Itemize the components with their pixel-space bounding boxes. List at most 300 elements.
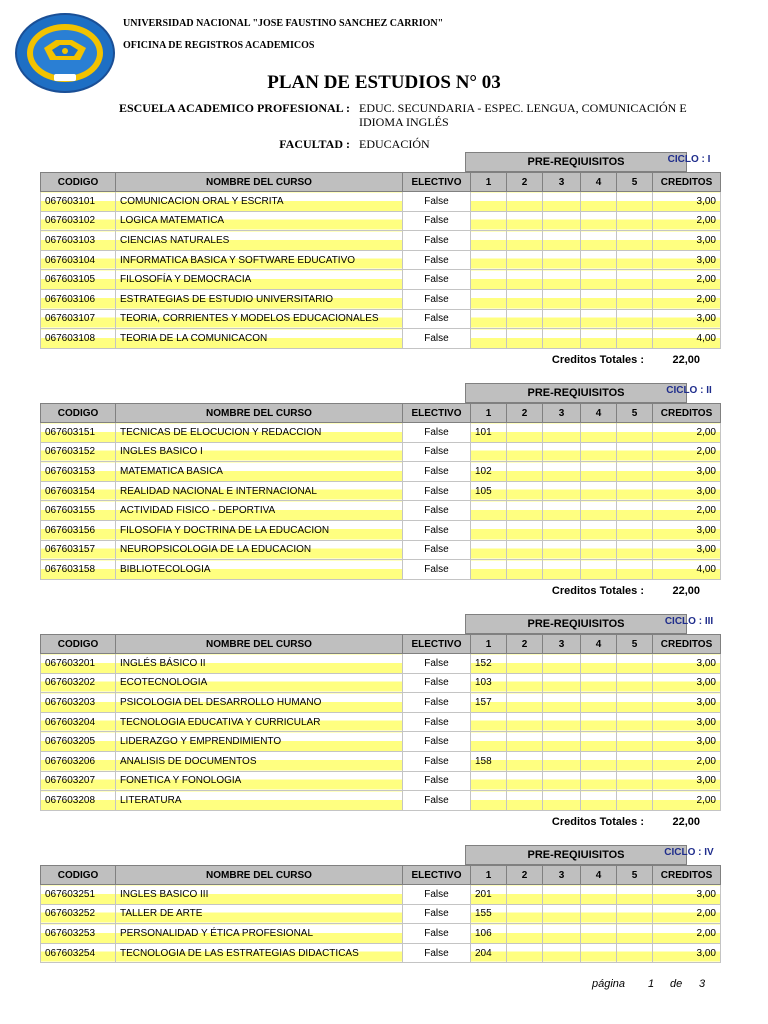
course-prereq-2 xyxy=(507,442,543,462)
course-prereq-5 xyxy=(617,442,653,462)
course-prereq-5 xyxy=(617,924,653,944)
course-name: REALIDAD NACIONAL E INTERNACIONAL xyxy=(116,481,403,501)
course-prereq-1 xyxy=(471,250,507,270)
course-prereq-5 xyxy=(617,751,653,771)
column-header-elective: ELECTIVO xyxy=(403,866,471,885)
course-prereq-4 xyxy=(581,329,617,349)
column-header-p4: 4 xyxy=(581,404,617,423)
course-prereq-3 xyxy=(543,654,581,674)
cycle-label: CICLO : II xyxy=(666,385,712,396)
course-prereq-4 xyxy=(581,442,617,462)
course-prereq-2 xyxy=(507,462,543,482)
course-name: TEORIA DE LA COMUNICACON xyxy=(116,329,403,349)
course-credits: 2,00 xyxy=(653,501,721,521)
faculty-label: FACULTAD : xyxy=(279,137,350,151)
credits-total-value: 22,00 xyxy=(672,815,700,828)
course-credits: 3,00 xyxy=(653,520,721,540)
course-prereq-5 xyxy=(617,791,653,811)
table-row xyxy=(41,270,721,290)
course-prereq-1 xyxy=(471,309,507,329)
course-prereq-1: 102 xyxy=(471,462,507,482)
course-credits: 3,00 xyxy=(653,540,721,560)
school-value: EDUC. SECUNDARIA - ESPEC. LENGUA, COMUNICACIÓN E IDIOMA INGLÉS xyxy=(359,101,687,129)
course-credits: 2,00 xyxy=(653,289,721,309)
column-header-p5: 5 xyxy=(617,866,653,885)
column-header-p2: 2 xyxy=(507,635,543,654)
course-code: 067603155 xyxy=(41,501,116,521)
course-prereq-3 xyxy=(543,423,581,443)
course-prereq-2 xyxy=(507,231,543,251)
course-credits: 2,00 xyxy=(653,211,721,231)
course-credits: 3,00 xyxy=(653,673,721,693)
column-header-p3: 3 xyxy=(543,404,581,423)
course-name: TALLER DE ARTE xyxy=(116,904,403,924)
course-prereq-1 xyxy=(471,442,507,462)
course-prereq-4 xyxy=(581,885,617,905)
cycle-section xyxy=(40,383,720,603)
course-prereq-4 xyxy=(581,481,617,501)
table-row xyxy=(41,885,721,905)
column-header-p2: 2 xyxy=(507,173,543,192)
course-prereq-4 xyxy=(581,904,617,924)
course-elective: False xyxy=(403,423,471,443)
course-prereq-4 xyxy=(581,673,617,693)
course-prereq-1 xyxy=(471,540,507,560)
course-elective: False xyxy=(403,270,471,290)
course-credits: 2,00 xyxy=(653,751,721,771)
course-prereq-1: 103 xyxy=(471,673,507,693)
course-credits: 3,00 xyxy=(653,250,721,270)
course-prereq-1: 155 xyxy=(471,904,507,924)
course-elective: False xyxy=(403,693,471,713)
course-elective: False xyxy=(403,462,471,482)
course-prereq-2 xyxy=(507,732,543,752)
faculty-value: EDUCACIÓN xyxy=(359,137,430,151)
course-table xyxy=(40,172,721,349)
column-header-p5: 5 xyxy=(617,404,653,423)
course-prereq-3 xyxy=(543,520,581,540)
credits-total-label: Creditos Totales : xyxy=(551,353,644,366)
course-prereq-1 xyxy=(471,192,507,212)
course-code: 067603105 xyxy=(41,270,116,290)
column-header-elective: ELECTIVO xyxy=(403,404,471,423)
course-prereq-2 xyxy=(507,904,543,924)
course-name: COMUNICACION ORAL Y ESCRITA xyxy=(116,192,403,212)
course-credits: 3,00 xyxy=(653,943,721,963)
course-prereq-2 xyxy=(507,329,543,349)
table-row xyxy=(41,481,721,501)
course-code: 067603206 xyxy=(41,751,116,771)
course-prereq-1 xyxy=(471,712,507,732)
course-elective: False xyxy=(403,943,471,963)
table-row xyxy=(41,462,721,482)
footer-total-pages: 3 xyxy=(699,978,706,990)
course-prereq-4 xyxy=(581,560,617,580)
table-row xyxy=(41,501,721,521)
course-credits: 3,00 xyxy=(653,732,721,752)
course-prereq-2 xyxy=(507,771,543,791)
course-table xyxy=(40,403,721,580)
table-row xyxy=(41,423,721,443)
course-prereq-3 xyxy=(543,442,581,462)
course-credits: 3,00 xyxy=(653,885,721,905)
course-elective: False xyxy=(403,501,471,521)
course-elective: False xyxy=(403,654,471,674)
course-prereq-4 xyxy=(581,771,617,791)
course-code: 067603153 xyxy=(41,462,116,482)
table-row xyxy=(41,211,721,231)
course-name: INGLES BASICO I xyxy=(116,442,403,462)
course-prereq-5 xyxy=(617,943,653,963)
course-prereq-4 xyxy=(581,712,617,732)
column-header-p4: 4 xyxy=(581,866,617,885)
course-prereq-1 xyxy=(471,771,507,791)
course-prereq-3 xyxy=(543,693,581,713)
course-code: 067603202 xyxy=(41,673,116,693)
course-prereq-4 xyxy=(581,231,617,251)
course-elective: False xyxy=(403,250,471,270)
course-prereq-3 xyxy=(543,771,581,791)
table-header-row xyxy=(41,635,721,654)
course-prereq-3 xyxy=(543,192,581,212)
course-credits: 2,00 xyxy=(653,904,721,924)
course-prereq-4 xyxy=(581,501,617,521)
column-header-name: NOMBRE DEL CURSO xyxy=(116,866,403,885)
cycle-section xyxy=(40,845,720,1024)
course-prereq-2 xyxy=(507,751,543,771)
course-prereq-3 xyxy=(543,501,581,521)
column-header-name: NOMBRE DEL CURSO xyxy=(116,404,403,423)
course-prereq-3 xyxy=(543,673,581,693)
course-prereq-1 xyxy=(471,732,507,752)
course-prereq-1 xyxy=(471,231,507,251)
course-elective: False xyxy=(403,673,471,693)
column-header-p1: 1 xyxy=(471,173,507,192)
course-prereq-1: 201 xyxy=(471,885,507,905)
course-prereq-4 xyxy=(581,693,617,713)
course-credits: 3,00 xyxy=(653,192,721,212)
course-code: 067603208 xyxy=(41,791,116,811)
course-credits: 3,00 xyxy=(653,481,721,501)
course-prereq-2 xyxy=(507,520,543,540)
course-elective: False xyxy=(403,924,471,944)
course-prereq-3 xyxy=(543,270,581,290)
course-prereq-5 xyxy=(617,309,653,329)
course-elective: False xyxy=(403,712,471,732)
course-prereq-4 xyxy=(581,462,617,482)
course-credits: 3,00 xyxy=(653,462,721,482)
course-prereq-5 xyxy=(617,520,653,540)
course-prereq-5 xyxy=(617,904,653,924)
course-prereq-2 xyxy=(507,423,543,443)
course-name: FONETICA Y FONOLOGIA xyxy=(116,771,403,791)
course-code: 067603107 xyxy=(41,309,116,329)
course-credits: 3,00 xyxy=(653,712,721,732)
course-prereq-5 xyxy=(617,540,653,560)
prereq-header: PRE-REQIUISITOS xyxy=(465,152,687,172)
column-header-elective: ELECTIVO xyxy=(403,635,471,654)
table-row xyxy=(41,791,721,811)
course-prereq-1: 101 xyxy=(471,423,507,443)
course-table xyxy=(40,634,721,811)
cycle-label: CICLO : IV xyxy=(664,847,714,858)
course-prereq-4 xyxy=(581,520,617,540)
course-name: FILOSOFÍA Y DEMOCRACIA xyxy=(116,270,403,290)
course-name: ANALISIS DE DOCUMENTOS xyxy=(116,751,403,771)
course-name: LITERATURA xyxy=(116,791,403,811)
course-elective: False xyxy=(403,289,471,309)
column-header-p2: 2 xyxy=(507,404,543,423)
course-elective: False xyxy=(403,329,471,349)
table-row xyxy=(41,673,721,693)
course-elective: False xyxy=(403,885,471,905)
course-code: 067603157 xyxy=(41,540,116,560)
course-elective: False xyxy=(403,481,471,501)
prereq-header: PRE-REQIUISITOS xyxy=(465,383,687,403)
credits-total-value: 22,00 xyxy=(672,584,700,597)
column-header-code: CODIGO xyxy=(41,866,116,885)
course-table xyxy=(40,865,721,963)
course-prereq-4 xyxy=(581,654,617,674)
course-code: 067603254 xyxy=(41,943,116,963)
course-name: ESTRATEGIAS DE ESTUDIO UNIVERSITARIO xyxy=(116,289,403,309)
course-prereq-2 xyxy=(507,250,543,270)
table-header-row xyxy=(41,866,721,885)
column-header-credits: CREDITOS xyxy=(653,173,721,192)
course-prereq-3 xyxy=(543,540,581,560)
course-credits: 2,00 xyxy=(653,791,721,811)
course-code: 067603204 xyxy=(41,712,116,732)
course-credits: 2,00 xyxy=(653,442,721,462)
column-header-credits: CREDITOS xyxy=(653,635,721,654)
course-prereq-4 xyxy=(581,751,617,771)
course-prereq-4 xyxy=(581,270,617,290)
course-prereq-5 xyxy=(617,423,653,443)
course-prereq-2 xyxy=(507,712,543,732)
table-row xyxy=(41,520,721,540)
course-credits: 2,00 xyxy=(653,924,721,944)
course-prereq-1: 204 xyxy=(471,943,507,963)
course-credits: 2,00 xyxy=(653,423,721,443)
column-header-credits: CREDITOS xyxy=(653,866,721,885)
course-name: MATEMATICA BASICA xyxy=(116,462,403,482)
course-prereq-3 xyxy=(543,904,581,924)
course-name: NEUROPSICOLOGIA DE LA EDUCACION xyxy=(116,540,403,560)
course-prereq-3 xyxy=(543,309,581,329)
course-prereq-1 xyxy=(471,501,507,521)
course-prereq-2 xyxy=(507,924,543,944)
course-code: 067603104 xyxy=(41,250,116,270)
column-header-name: NOMBRE DEL CURSO xyxy=(116,173,403,192)
course-prereq-1 xyxy=(471,211,507,231)
course-prereq-5 xyxy=(617,673,653,693)
course-name: BIBLIOTECOLOGIA xyxy=(116,560,403,580)
course-prereq-3 xyxy=(543,250,581,270)
course-prereq-4 xyxy=(581,192,617,212)
cycle-label: CICLO : I xyxy=(667,154,711,165)
course-prereq-5 xyxy=(617,481,653,501)
cycle-section xyxy=(40,614,720,834)
course-name: INGLÉS BÁSICO II xyxy=(116,654,403,674)
column-header-name: NOMBRE DEL CURSO xyxy=(116,635,403,654)
course-prereq-2 xyxy=(507,192,543,212)
course-prereq-3 xyxy=(543,231,581,251)
course-prereq-1: 105 xyxy=(471,481,507,501)
course-prereq-2 xyxy=(507,943,543,963)
course-prereq-1 xyxy=(471,329,507,349)
course-prereq-3 xyxy=(543,791,581,811)
table-row xyxy=(41,924,721,944)
course-prereq-4 xyxy=(581,791,617,811)
table-row xyxy=(41,732,721,752)
course-elective: False xyxy=(403,904,471,924)
course-prereq-1: 152 xyxy=(471,654,507,674)
course-credits: 3,00 xyxy=(653,231,721,251)
course-prereq-2 xyxy=(507,560,543,580)
prereq-header: PRE-REQIUISITOS xyxy=(465,845,687,865)
course-prereq-2 xyxy=(507,270,543,290)
table-row xyxy=(41,904,721,924)
table-row xyxy=(41,250,721,270)
column-header-p1: 1 xyxy=(471,404,507,423)
course-elective: False xyxy=(403,309,471,329)
table-header-row xyxy=(41,173,721,192)
course-code: 067603203 xyxy=(41,693,116,713)
cycle-section xyxy=(40,152,720,372)
course-prereq-5 xyxy=(617,693,653,713)
column-header-p2: 2 xyxy=(507,866,543,885)
course-prereq-3 xyxy=(543,943,581,963)
column-header-credits: CREDITOS xyxy=(653,404,721,423)
course-credits: 2,00 xyxy=(653,270,721,290)
table-row xyxy=(41,540,721,560)
course-prereq-5 xyxy=(617,654,653,674)
course-name: PSICOLOGIA DEL DESARROLLO HUMANO xyxy=(116,693,403,713)
table-row xyxy=(41,329,721,349)
course-code: 067603151 xyxy=(41,423,116,443)
course-code: 067603156 xyxy=(41,520,116,540)
column-header-p1: 1 xyxy=(471,635,507,654)
column-header-p3: 3 xyxy=(543,173,581,192)
course-code: 067603158 xyxy=(41,560,116,580)
course-prereq-5 xyxy=(617,329,653,349)
course-name: LIDERAZGO Y EMPRENDIMIENTO xyxy=(116,732,403,752)
course-code: 067603106 xyxy=(41,289,116,309)
course-name: CIENCIAS NATURALES xyxy=(116,231,403,251)
course-credits: 3,00 xyxy=(653,693,721,713)
document-title: PLAN DE ESTUDIOS N° 03 xyxy=(267,72,501,93)
course-prereq-3 xyxy=(543,732,581,752)
course-elective: False xyxy=(403,791,471,811)
table-row xyxy=(41,654,721,674)
course-elective: False xyxy=(403,520,471,540)
course-prereq-4 xyxy=(581,211,617,231)
course-prereq-4 xyxy=(581,309,617,329)
course-prereq-1 xyxy=(471,560,507,580)
course-code: 067603102 xyxy=(41,211,116,231)
course-elective: False xyxy=(403,192,471,212)
course-code: 067603253 xyxy=(41,924,116,944)
course-prereq-1: 157 xyxy=(471,693,507,713)
course-elective: False xyxy=(403,732,471,752)
course-prereq-2 xyxy=(507,501,543,521)
course-name: TECNOLOGIA EDUCATIVA Y CURRICULAR xyxy=(116,712,403,732)
table-row xyxy=(41,943,721,963)
column-header-p5: 5 xyxy=(617,635,653,654)
prereq-header: PRE-REQIUISITOS xyxy=(465,614,687,634)
column-header-p4: 4 xyxy=(581,173,617,192)
course-elective: False xyxy=(403,560,471,580)
footer-page-number: 1 xyxy=(648,978,655,990)
column-header-p3: 3 xyxy=(543,635,581,654)
course-code: 067603251 xyxy=(41,885,116,905)
course-code: 067603101 xyxy=(41,192,116,212)
table-header-row xyxy=(41,404,721,423)
course-name: PERSONALIDAD Y ÉTICA PROFESIONAL xyxy=(116,924,403,944)
column-header-p4: 4 xyxy=(581,635,617,654)
course-prereq-4 xyxy=(581,924,617,944)
course-prereq-3 xyxy=(543,712,581,732)
course-prereq-5 xyxy=(617,732,653,752)
course-prereq-4 xyxy=(581,289,617,309)
course-prereq-4 xyxy=(581,423,617,443)
course-prereq-5 xyxy=(617,501,653,521)
course-prereq-5 xyxy=(617,250,653,270)
course-prereq-5 xyxy=(617,192,653,212)
course-prereq-2 xyxy=(507,673,543,693)
column-header-code: CODIGO xyxy=(41,635,116,654)
cycle-label: CICLO : III xyxy=(664,616,714,627)
course-prereq-4 xyxy=(581,250,617,270)
column-header-code: CODIGO xyxy=(41,404,116,423)
course-prereq-3 xyxy=(543,885,581,905)
credits-total-label: Creditos Totales : xyxy=(551,584,644,597)
table-row xyxy=(41,560,721,580)
course-prereq-2 xyxy=(507,309,543,329)
course-prereq-2 xyxy=(507,885,543,905)
footer-of-word: de xyxy=(670,978,683,990)
table-row xyxy=(41,751,721,771)
course-prereq-5 xyxy=(617,231,653,251)
course-prereq-3 xyxy=(543,560,581,580)
course-name: INGLES BASICO III xyxy=(116,885,403,905)
course-prereq-3 xyxy=(543,924,581,944)
course-code: 067603108 xyxy=(41,329,116,349)
course-prereq-2 xyxy=(507,540,543,560)
course-prereq-1 xyxy=(471,791,507,811)
school-label: ESCUELA ACADEMICO PROFESIONAL : xyxy=(118,101,350,115)
course-prereq-1 xyxy=(471,520,507,540)
table-row xyxy=(41,309,721,329)
course-prereq-5 xyxy=(617,462,653,482)
course-code: 067603201 xyxy=(41,654,116,674)
column-header-p3: 3 xyxy=(543,866,581,885)
table-row xyxy=(41,712,721,732)
table-row xyxy=(41,442,721,462)
course-credits: 3,00 xyxy=(653,771,721,791)
table-row xyxy=(41,693,721,713)
table-row xyxy=(41,771,721,791)
course-prereq-2 xyxy=(507,654,543,674)
course-credits: 3,00 xyxy=(653,654,721,674)
course-prereq-5 xyxy=(617,270,653,290)
course-elective: False xyxy=(403,442,471,462)
course-prereq-1: 106 xyxy=(471,924,507,944)
course-prereq-3 xyxy=(543,329,581,349)
course-name: ACTIVIDAD FISICO - DEPORTIVA xyxy=(116,501,403,521)
course-credits: 3,00 xyxy=(653,309,721,329)
course-elective: False xyxy=(403,231,471,251)
